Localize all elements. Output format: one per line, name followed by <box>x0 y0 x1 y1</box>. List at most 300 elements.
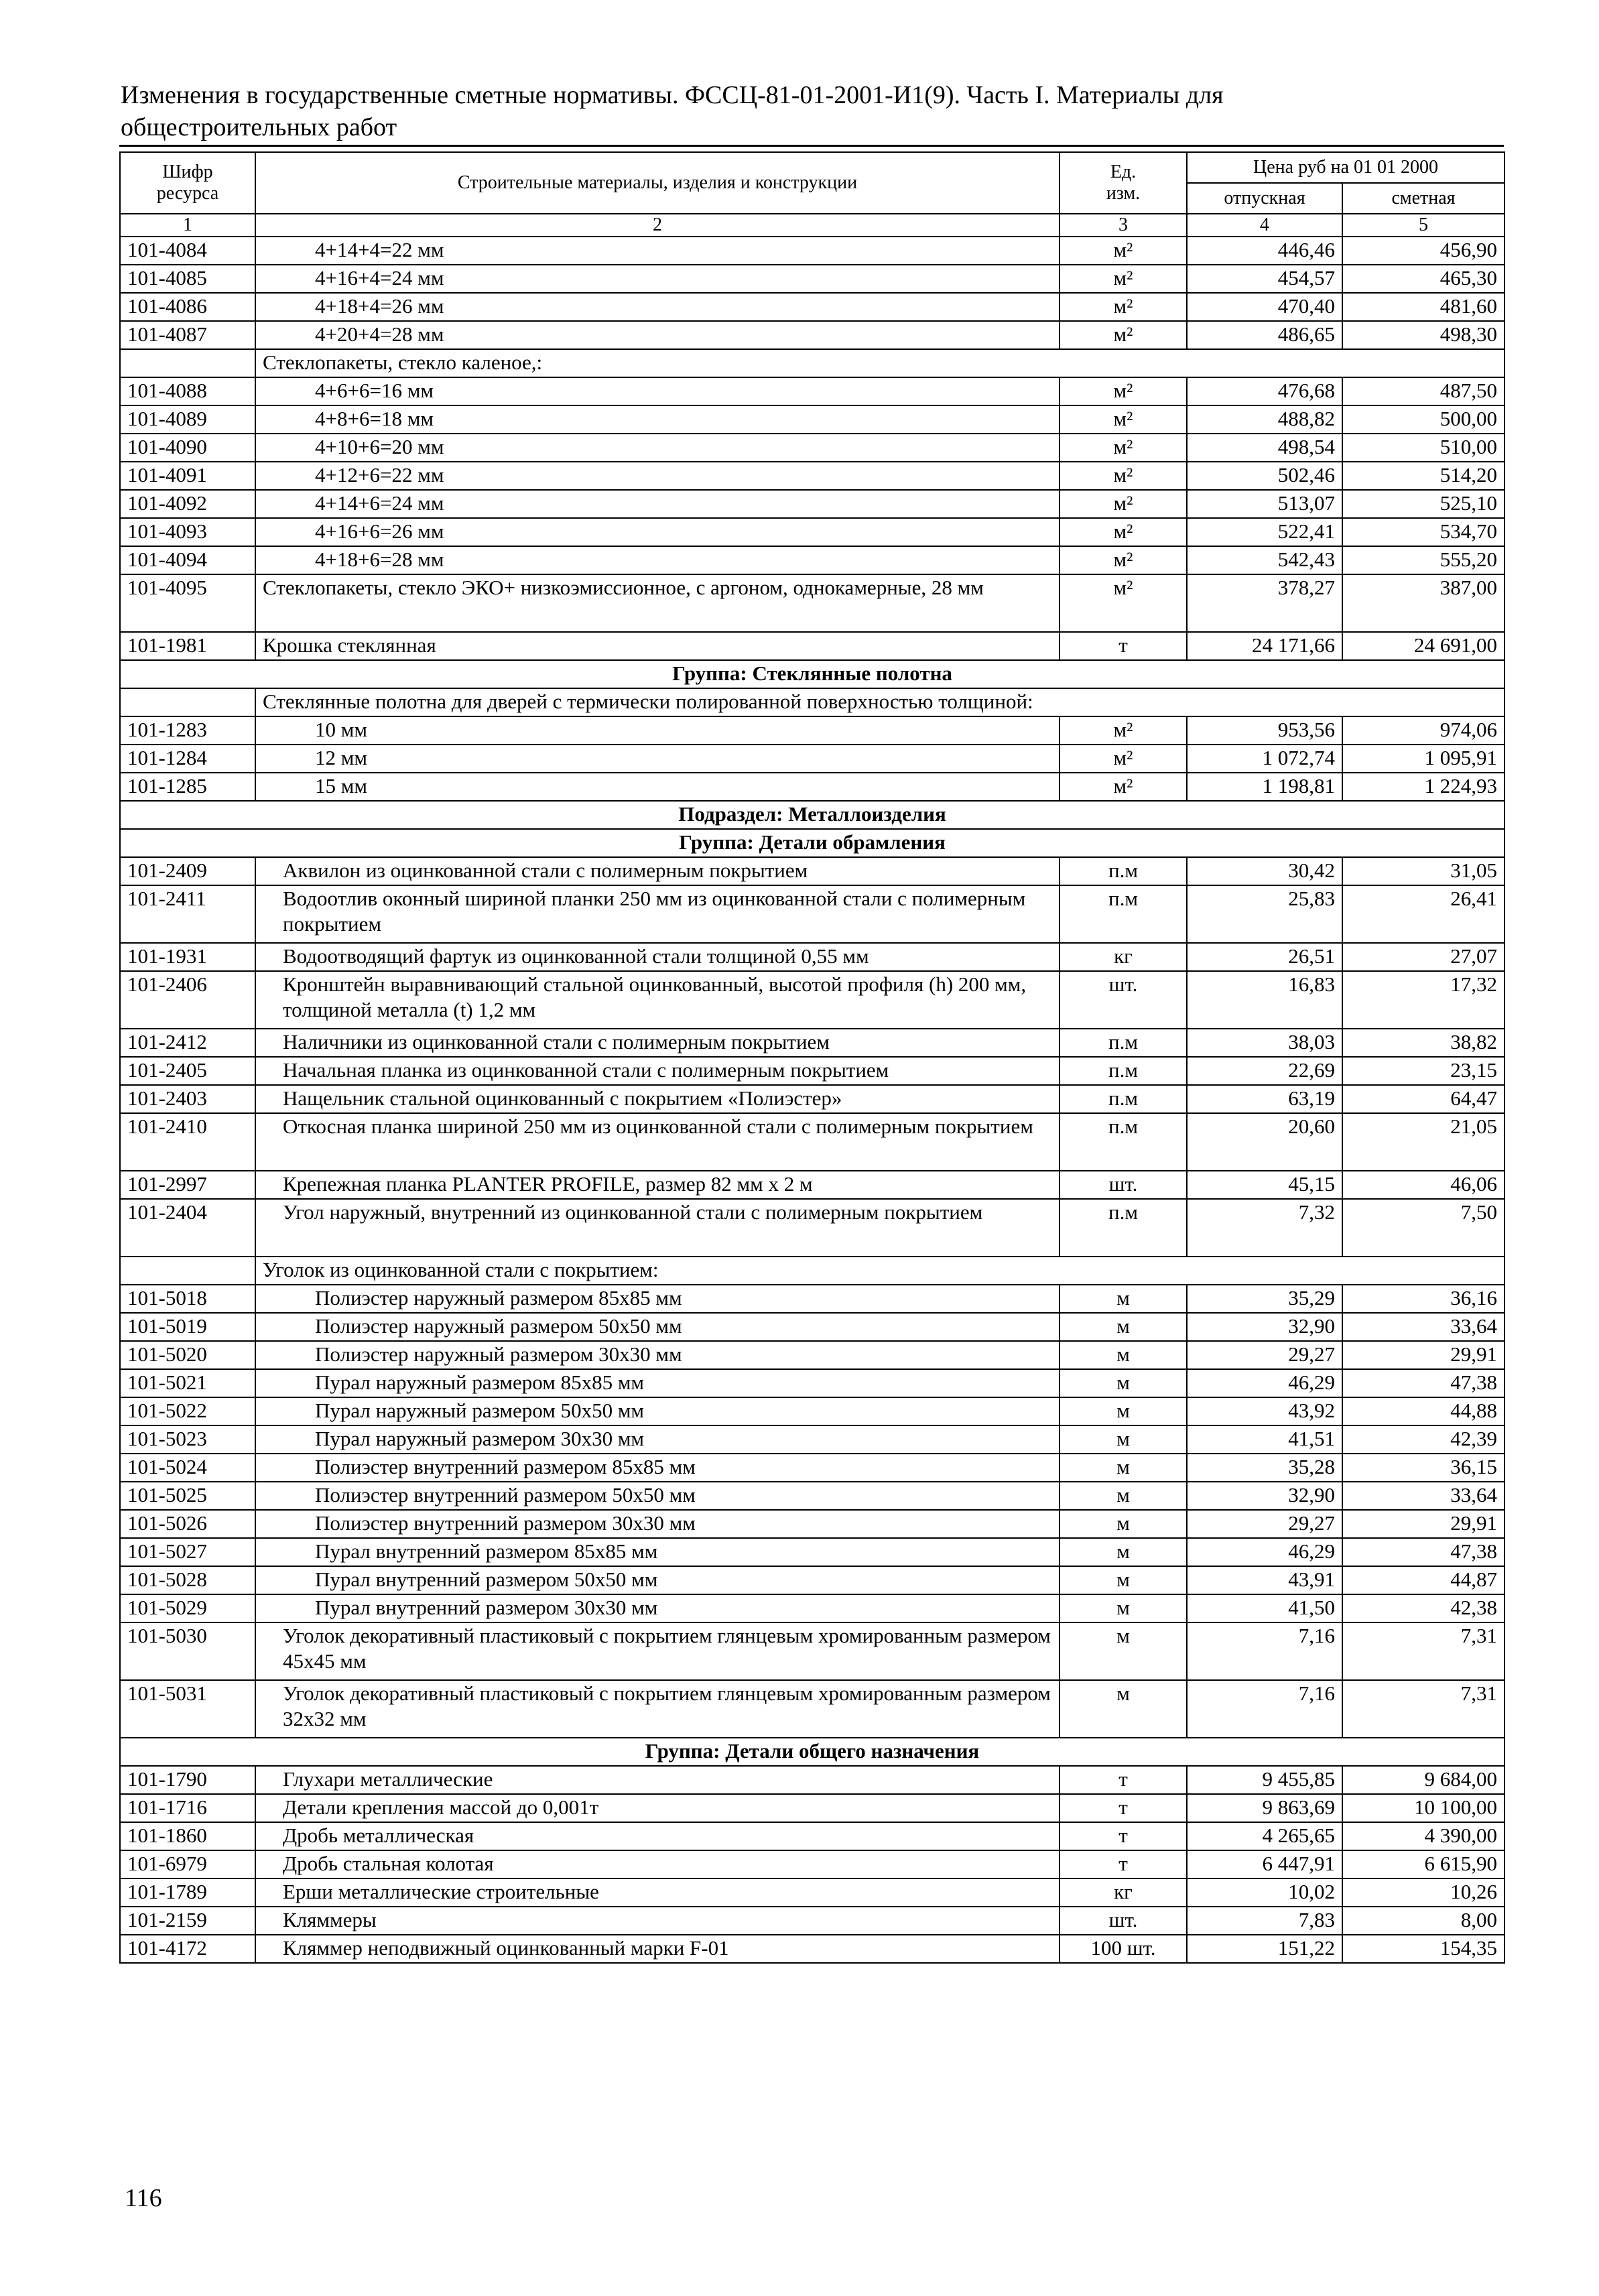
estimate-price-cell: 44,87 <box>1342 1566 1505 1594</box>
unit-cell: т <box>1060 632 1187 660</box>
estimate-price-cell: 64,47 <box>1342 1085 1505 1113</box>
unit-cell: м² <box>1060 745 1187 773</box>
release-price-cell: 22,69 <box>1187 1057 1342 1085</box>
material-name-cell: 4+14+6=24 мм <box>255 490 1060 518</box>
estimate-price-cell: 36,16 <box>1342 1285 1505 1313</box>
subheading-row <box>120 1257 1505 1285</box>
col-number-4: 4 <box>1187 214 1342 237</box>
estimate-price-cell: 10,26 <box>1342 1878 1505 1907</box>
unit-cell: п.м <box>1060 1113 1187 1171</box>
table-row <box>120 1369 1505 1397</box>
material-name-cell: Полиэстер наружный размером 30х30 мм <box>255 1341 1060 1369</box>
material-name-cell: 4+18+6=28 мм <box>255 546 1060 574</box>
table-row <box>120 1878 1505 1907</box>
material-name-cell: Полиэстер внутренний размером 85х85 мм <box>255 1454 1060 1482</box>
unit-cell: м² <box>1060 773 1187 801</box>
release-price-cell: 7,32 <box>1187 1199 1342 1257</box>
material-name-cell: 4+18+4=26 мм <box>255 293 1060 321</box>
resource-code-cell: 101-4087 <box>120 321 255 349</box>
unit-cell: м <box>1060 1566 1187 1594</box>
release-price-cell: 542,43 <box>1187 546 1342 574</box>
resource-code-cell: 101-4092 <box>120 490 255 518</box>
material-name-cell: Полиэстер наружный размером 85х85 мм <box>255 1285 1060 1313</box>
price-table <box>119 151 1505 1964</box>
unit-cell: п.м <box>1060 1199 1187 1257</box>
section-heading: Подраздел: Металлоизделия <box>120 801 1505 829</box>
unit-cell: м <box>1060 1425 1187 1454</box>
material-name-cell: Откосная планка шириной 250 мм из оцинкованной стали с полимерным покрытием <box>255 1113 1060 1171</box>
material-name-cell: Глухари металлические <box>255 1766 1060 1794</box>
table-row <box>120 377 1505 405</box>
material-name-cell: Пурал наружный размером 30х30 мм <box>255 1425 1060 1454</box>
material-name-cell: 10 мм <box>255 716 1060 745</box>
material-name-cell: 4+6+6=16 мм <box>255 377 1060 405</box>
unit-cell: шт. <box>1060 1171 1187 1199</box>
table-row <box>120 1454 1505 1482</box>
table-row <box>120 546 1505 574</box>
release-price-cell: 45,15 <box>1187 1171 1342 1199</box>
resource-code-cell: 101-4090 <box>120 434 255 462</box>
material-name-cell: Стеклопакеты, стекло ЭКО+ низкоэмиссионное, с аргоном, однокамерные, 28 мм <box>255 574 1060 632</box>
estimate-price-cell: 38,82 <box>1342 1029 1505 1057</box>
resource-code-cell: 101-4094 <box>120 546 255 574</box>
table-row <box>120 434 1505 462</box>
material-name-cell: 4+12+6=22 мм <box>255 462 1060 490</box>
material-name-cell: Полиэстер внутренний размером 30х30 мм <box>255 1510 1060 1538</box>
header-line-2: общестроительных работ <box>121 113 397 141</box>
resource-code-cell: 101-5019 <box>120 1313 255 1341</box>
release-price-cell: 498,54 <box>1187 434 1342 462</box>
table-row <box>120 1822 1505 1850</box>
material-name-cell: Пурал наружный размером 85х85 мм <box>255 1369 1060 1397</box>
unit-cell: м <box>1060 1397 1187 1425</box>
group-heading: Группа: Стеклянные полотна <box>120 660 1505 688</box>
unit-cell: м <box>1060 1341 1187 1369</box>
release-price-cell: 10,02 <box>1187 1878 1342 1907</box>
resource-code-cell: 101-2997 <box>120 1171 255 1199</box>
material-name-cell: Дробь металлическая <box>255 1822 1060 1850</box>
subheading-text: Стеклопакеты, стекло каленое,: <box>255 349 1505 377</box>
group-heading-row <box>120 829 1505 857</box>
table-row <box>120 1199 1505 1257</box>
resource-code-cell: 101-2406 <box>120 971 255 1029</box>
estimate-price-cell: 534,70 <box>1342 518 1505 546</box>
unit-cell: м <box>1060 1622 1187 1680</box>
material-name-cell: Кляммер неподвижный оцинкованный марки F-01 <box>255 1935 1060 1963</box>
table-row <box>120 716 1505 745</box>
resource-code-cell: 101-4172 <box>120 1935 255 1963</box>
resource-code-cell: 101-5026 <box>120 1510 255 1538</box>
resource-code-cell: 101-5030 <box>120 1622 255 1680</box>
resource-code-cell: 101-4084 <box>120 237 255 265</box>
header-line-1: Изменения в государственные сметные нормативы. ФССЦ-81-01-2001-И1(9). Часть I. Материалы для <box>121 81 1224 109</box>
table-row <box>120 1907 1505 1935</box>
resource-code-cell: 101-2159 <box>120 1907 255 1935</box>
col-header-price: Цена руб на 01 01 2000 <box>1187 152 1505 183</box>
table-row <box>120 1850 1505 1878</box>
subheading-row <box>120 688 1505 716</box>
release-price-cell: 7,16 <box>1187 1680 1342 1738</box>
unit-cell: п.м <box>1060 857 1187 885</box>
estimate-price-cell: 1 224,93 <box>1342 773 1505 801</box>
release-price-cell: 16,83 <box>1187 971 1342 1029</box>
estimate-price-cell: 154,35 <box>1342 1935 1505 1963</box>
table-row <box>120 1113 1505 1171</box>
release-price-cell: 1 072,74 <box>1187 745 1342 773</box>
table-row <box>120 773 1505 801</box>
release-price-cell: 446,46 <box>1187 237 1342 265</box>
estimate-price-cell: 27,07 <box>1342 943 1505 971</box>
unit-cell: м <box>1060 1313 1187 1341</box>
estimate-price-cell: 4 390,00 <box>1342 1822 1505 1850</box>
table-row <box>120 1171 1505 1199</box>
unit-cell: т <box>1060 1794 1187 1822</box>
unit-cell: т <box>1060 1850 1187 1878</box>
release-price-cell: 378,27 <box>1187 574 1342 632</box>
release-price-cell: 454,57 <box>1187 265 1342 293</box>
release-price-cell: 29,27 <box>1187 1510 1342 1538</box>
table-row <box>120 574 1505 632</box>
table-row <box>120 943 1505 971</box>
estimate-price-cell: 42,38 <box>1342 1594 1505 1622</box>
table-header <box>120 152 1505 237</box>
release-price-cell: 46,29 <box>1187 1369 1342 1397</box>
table-row <box>120 1397 1505 1425</box>
table-row <box>120 462 1505 490</box>
material-name-cell: Пурал внутренний размером 85х85 мм <box>255 1538 1060 1566</box>
release-price-cell: 488,82 <box>1187 405 1342 434</box>
estimate-price-cell: 42,39 <box>1342 1425 1505 1454</box>
table-row <box>120 1794 1505 1822</box>
resource-code-cell: 101-4088 <box>120 377 255 405</box>
material-name-cell: Крепежная планка PLANTER PROFILE, размер 82 мм х 2 м <box>255 1171 1060 1199</box>
table-body <box>120 237 1505 1963</box>
material-name-cell: Пурал наружный размером 50х50 мм <box>255 1397 1060 1425</box>
table-row <box>120 518 1505 546</box>
release-price-cell: 9 863,69 <box>1187 1794 1342 1822</box>
resource-code-cell: 101-4085 <box>120 265 255 293</box>
section-heading-row <box>120 801 1505 829</box>
estimate-price-cell: 487,50 <box>1342 377 1505 405</box>
resource-code-cell: 101-5027 <box>120 1538 255 1566</box>
release-price-cell: 63,19 <box>1187 1085 1342 1113</box>
resource-code-cell: 101-5023 <box>120 1425 255 1454</box>
subheading-empty-cell <box>120 688 255 716</box>
unit-cell: м² <box>1060 237 1187 265</box>
release-price-cell: 476,68 <box>1187 377 1342 405</box>
subheading-text: Стеклянные полотна для дверей с термически полированной поверхностью толщиной: <box>255 688 1505 716</box>
material-name-cell: Дробь стальная колотая <box>255 1850 1060 1878</box>
estimate-price-cell: 498,30 <box>1342 321 1505 349</box>
material-name-cell: Аквилон из оцинкованной стали с полимерным покрытием <box>255 857 1060 885</box>
resource-code-cell: 101-1981 <box>120 632 255 660</box>
header-rule <box>119 145 1504 147</box>
release-price-cell: 4 265,65 <box>1187 1822 1342 1850</box>
material-name-cell: 4+16+6=26 мм <box>255 518 1060 546</box>
material-name-cell: Начальная планка из оцинкованной стали с полимерным покрытием <box>255 1057 1060 1085</box>
resource-code-cell: 101-5018 <box>120 1285 255 1313</box>
resource-code-cell: 101-5024 <box>120 1454 255 1482</box>
table-row <box>120 1510 1505 1538</box>
estimate-price-cell: 23,15 <box>1342 1057 1505 1085</box>
estimate-price-cell: 31,05 <box>1342 857 1505 885</box>
table-row <box>120 1482 1505 1510</box>
subheading-empty-cell <box>120 349 255 377</box>
material-name-cell: Уголок декоративный пластиковый с покрытием глянцевым хромированным размером 45х45 мм <box>255 1622 1060 1680</box>
unit-cell: м² <box>1060 321 1187 349</box>
resource-code-cell: 101-5022 <box>120 1397 255 1425</box>
unit-cell: т <box>1060 1766 1187 1794</box>
table-row <box>120 1057 1505 1085</box>
release-price-cell: 7,83 <box>1187 1907 1342 1935</box>
release-price-cell: 43,91 <box>1187 1566 1342 1594</box>
resource-code-cell: 101-4093 <box>120 518 255 546</box>
estimate-price-cell: 465,30 <box>1342 265 1505 293</box>
estimate-price-cell: 7,31 <box>1342 1622 1505 1680</box>
unit-cell: м² <box>1060 546 1187 574</box>
unit-cell: кг <box>1060 943 1187 971</box>
resource-code-cell: 101-4091 <box>120 462 255 490</box>
unit-cell: шт. <box>1060 971 1187 1029</box>
subheading-row <box>120 349 1505 377</box>
resource-code-cell: 101-2405 <box>120 1057 255 1085</box>
col-header-code <box>120 152 255 214</box>
estimate-price-cell: 525,10 <box>1342 490 1505 518</box>
col-header-unit-line2: изм. <box>1106 183 1141 204</box>
release-price-cell: 41,51 <box>1187 1425 1342 1454</box>
unit-cell: м² <box>1060 462 1187 490</box>
material-name-cell: Пурал внутренний размером 30х30 мм <box>255 1594 1060 1622</box>
release-price-cell: 513,07 <box>1187 490 1342 518</box>
release-price-cell: 38,03 <box>1187 1029 1342 1057</box>
material-name-cell: Кронштейн выравнивающий стальной оцинкованный, высотой профиля (h) 200 мм, толщиной металла (t) 1,2 мм <box>255 971 1060 1029</box>
unit-cell: м <box>1060 1594 1187 1622</box>
estimate-price-cell: 33,64 <box>1342 1482 1505 1510</box>
unit-cell: м <box>1060 1510 1187 1538</box>
table-row <box>120 293 1505 321</box>
release-price-cell: 35,29 <box>1187 1285 1342 1313</box>
table-row <box>120 1594 1505 1622</box>
estimate-price-cell: 24 691,00 <box>1342 632 1505 660</box>
resource-code-cell: 101-2410 <box>120 1113 255 1171</box>
release-price-cell: 24 171,66 <box>1187 632 1342 660</box>
col-header-estimate: сметная <box>1342 183 1505 214</box>
resource-code-cell: 101-4086 <box>120 293 255 321</box>
release-price-cell: 30,42 <box>1187 857 1342 885</box>
table-row <box>120 1341 1505 1369</box>
release-price-cell: 43,92 <box>1187 1397 1342 1425</box>
release-price-cell: 35,28 <box>1187 1454 1342 1482</box>
col-header-unit <box>1060 152 1187 214</box>
material-name-cell: 4+14+4=22 мм <box>255 237 1060 265</box>
estimate-price-cell: 44,88 <box>1342 1397 1505 1425</box>
release-price-cell: 470,40 <box>1187 293 1342 321</box>
resource-code-cell: 101-2403 <box>120 1085 255 1113</box>
resource-code-cell: 101-2404 <box>120 1199 255 1257</box>
resource-code-cell: 101-1285 <box>120 773 255 801</box>
resource-code-cell: 101-2409 <box>120 857 255 885</box>
table-row <box>120 321 1505 349</box>
subheading-text: Уголок из оцинкованной стали с покрытием: <box>255 1257 1505 1285</box>
estimate-price-cell: 10 100,00 <box>1342 1794 1505 1822</box>
estimate-price-cell: 36,15 <box>1342 1454 1505 1482</box>
unit-cell: м <box>1060 1680 1187 1738</box>
table-row <box>120 885 1505 943</box>
unit-cell: п.м <box>1060 885 1187 943</box>
release-price-cell: 25,83 <box>1187 885 1342 943</box>
release-price-cell: 486,65 <box>1187 321 1342 349</box>
unit-cell: м² <box>1060 293 1187 321</box>
estimate-price-cell: 514,20 <box>1342 462 1505 490</box>
estimate-price-cell: 29,91 <box>1342 1341 1505 1369</box>
material-name-cell: 4+10+6=20 мм <box>255 434 1060 462</box>
unit-cell: шт. <box>1060 1907 1187 1935</box>
table-row <box>120 1766 1505 1794</box>
estimate-price-cell: 1 095,91 <box>1342 745 1505 773</box>
table-row <box>120 405 1505 434</box>
unit-cell: кг <box>1060 1878 1187 1907</box>
unit-cell: м² <box>1060 405 1187 434</box>
release-price-cell: 522,41 <box>1187 518 1342 546</box>
release-price-cell: 46,29 <box>1187 1538 1342 1566</box>
table-row <box>120 745 1505 773</box>
unit-cell: п.м <box>1060 1057 1187 1085</box>
release-price-cell: 9 455,85 <box>1187 1766 1342 1794</box>
estimate-price-cell: 974,06 <box>1342 716 1505 745</box>
table-row <box>120 1285 1505 1313</box>
release-price-cell: 7,16 <box>1187 1622 1342 1680</box>
table-row <box>120 857 1505 885</box>
unit-cell: м <box>1060 1482 1187 1510</box>
resource-code-cell: 101-1284 <box>120 745 255 773</box>
resource-code-cell: 101-1789 <box>120 1878 255 1907</box>
material-name-cell: Уголок декоративный пластиковый с покрытием глянцевым хромированным размером 32х32 мм <box>255 1680 1060 1738</box>
unit-cell: м <box>1060 1369 1187 1397</box>
unit-cell: м <box>1060 1285 1187 1313</box>
release-price-cell: 32,90 <box>1187 1313 1342 1341</box>
release-price-cell: 6 447,91 <box>1187 1850 1342 1878</box>
estimate-price-cell: 33,64 <box>1342 1313 1505 1341</box>
resource-code-cell: 101-5028 <box>120 1566 255 1594</box>
unit-cell: м² <box>1060 265 1187 293</box>
col-number-3: 3 <box>1060 214 1187 237</box>
estimate-price-cell: 9 684,00 <box>1342 1766 1505 1794</box>
material-name-cell: 4+20+4=28 мм <box>255 321 1060 349</box>
estimate-price-cell: 6 615,90 <box>1342 1850 1505 1878</box>
material-name-cell: Кляммеры <box>255 1907 1060 1935</box>
estimate-price-cell: 481,60 <box>1342 293 1505 321</box>
unit-cell: т <box>1060 1822 1187 1850</box>
estimate-price-cell: 21,05 <box>1342 1113 1505 1171</box>
table-row <box>120 1029 1505 1057</box>
unit-cell: 100 шт. <box>1060 1935 1187 1963</box>
resource-code-cell: 101-1283 <box>120 716 255 745</box>
release-price-cell: 151,22 <box>1187 1935 1342 1963</box>
col-number-5: 5 <box>1342 214 1505 237</box>
estimate-price-cell: 500,00 <box>1342 405 1505 434</box>
material-name-cell: Ерши металлические строительные <box>255 1878 1060 1907</box>
estimate-price-cell: 17,32 <box>1342 971 1505 1029</box>
unit-cell: м <box>1060 1538 1187 1566</box>
estimate-price-cell: 555,20 <box>1342 546 1505 574</box>
resource-code-cell: 101-4095 <box>120 574 255 632</box>
resource-code-cell: 101-1860 <box>120 1822 255 1850</box>
col-number-1: 1 <box>120 214 255 237</box>
resource-code-cell: 101-5025 <box>120 1482 255 1510</box>
material-name-cell: Угол наружный, внутренний из оцинкованной стали с полимерным покрытием <box>255 1199 1060 1257</box>
table-row <box>120 1313 1505 1341</box>
col-header-name: Строительные материалы, изделия и конструкции <box>255 152 1060 214</box>
table-row <box>120 1538 1505 1566</box>
release-price-cell: 1 198,81 <box>1187 773 1342 801</box>
col-header-code-line2: ресурса <box>156 183 219 204</box>
estimate-price-cell: 510,00 <box>1342 434 1505 462</box>
unit-cell: м² <box>1060 434 1187 462</box>
unit-cell: м² <box>1060 377 1187 405</box>
release-price-cell: 20,60 <box>1187 1113 1342 1171</box>
unit-cell: м <box>1060 1454 1187 1482</box>
unit-cell: м² <box>1060 574 1187 632</box>
table-row <box>120 1680 1505 1738</box>
table-row <box>120 1622 1505 1680</box>
material-name-cell: 4+16+4=24 мм <box>255 265 1060 293</box>
resource-code-cell: 101-1790 <box>120 1766 255 1794</box>
table-row <box>120 237 1505 265</box>
material-name-cell: Крошка стеклянная <box>255 632 1060 660</box>
release-price-cell: 26,51 <box>1187 943 1342 971</box>
estimate-price-cell: 7,50 <box>1342 1199 1505 1257</box>
release-price-cell: 32,90 <box>1187 1482 1342 1510</box>
material-name-cell: 15 мм <box>255 773 1060 801</box>
release-price-cell: 502,46 <box>1187 462 1342 490</box>
table-row <box>120 1566 1505 1594</box>
unit-cell: п.м <box>1060 1085 1187 1113</box>
material-name-cell: Наличники из оцинкованной стали с полимерным покрытием <box>255 1029 1060 1057</box>
resource-code-cell: 101-5021 <box>120 1369 255 1397</box>
estimate-price-cell: 26,41 <box>1342 885 1505 943</box>
col-header-code-line1: Шифр <box>162 162 213 182</box>
group-heading: Группа: Детали общего назначения <box>120 1738 1505 1766</box>
col-header-unit-line1: Ед. <box>1110 162 1137 182</box>
estimate-price-cell: 29,91 <box>1342 1510 1505 1538</box>
estimate-price-cell: 456,90 <box>1342 237 1505 265</box>
material-name-cell: 12 мм <box>255 745 1060 773</box>
subheading-empty-cell <box>120 1257 255 1285</box>
table-row <box>120 1425 1505 1454</box>
col-number-2: 2 <box>255 214 1060 237</box>
page-number: 116 <box>125 2184 162 2212</box>
resource-code-cell: 101-2411 <box>120 885 255 943</box>
estimate-price-cell: 47,38 <box>1342 1538 1505 1566</box>
table-row <box>120 1085 1505 1113</box>
unit-cell: м² <box>1060 518 1187 546</box>
material-name-cell: Водоотводящий фартук из оцинкованной стали толщиной 0,55 мм <box>255 943 1060 971</box>
estimate-price-cell: 7,31 <box>1342 1680 1505 1738</box>
material-name-cell: 4+8+6=18 мм <box>255 405 1060 434</box>
estimate-price-cell: 387,00 <box>1342 574 1505 632</box>
material-name-cell: Детали крепления массой до 0,001т <box>255 1794 1060 1822</box>
resource-code-cell: 101-1931 <box>120 943 255 971</box>
resource-code-cell: 101-1716 <box>120 1794 255 1822</box>
release-price-cell: 29,27 <box>1187 1341 1342 1369</box>
estimate-price-cell: 46,06 <box>1342 1171 1505 1199</box>
material-name-cell: Водоотлив оконный шириной планки 250 мм из оцинкованной стали с полимерным покрытием <box>255 885 1060 943</box>
material-name-cell: Полиэстер внутренний размером 50х50 мм <box>255 1482 1060 1510</box>
unit-cell: м² <box>1060 490 1187 518</box>
group-heading-row <box>120 660 1505 688</box>
resource-code-cell: 101-4089 <box>120 405 255 434</box>
resource-code-cell: 101-5029 <box>120 1594 255 1622</box>
